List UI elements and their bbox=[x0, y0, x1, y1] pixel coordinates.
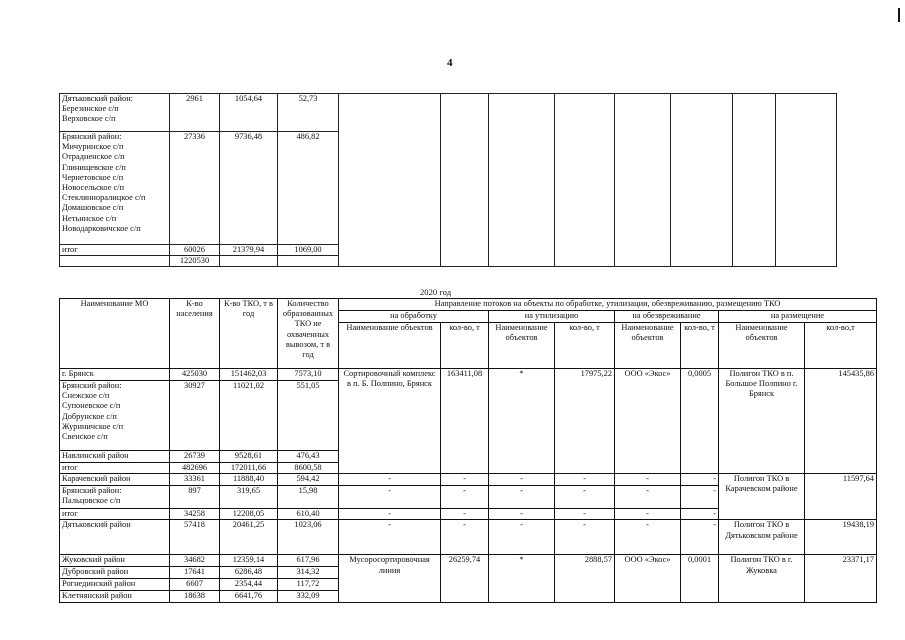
table-row bbox=[60, 555, 877, 567]
dash-cell: - bbox=[555, 509, 615, 520]
disp-object: Полигон ТКО в Дятьковском районе bbox=[719, 520, 805, 555]
pop-cell: 1220530 bbox=[170, 256, 220, 267]
header-tko: К-во ТКО, т в год bbox=[220, 299, 278, 369]
pop-cell: 425030 bbox=[170, 369, 220, 381]
page-number: 4 bbox=[447, 57, 453, 69]
uncov-cell: 314,32 bbox=[278, 567, 339, 579]
tko-cell: 6641,76 bbox=[220, 591, 278, 603]
header-proc: на обработку bbox=[339, 311, 489, 323]
disp-object: Полигон ТКО в г. Жуковка bbox=[719, 555, 805, 603]
empty-cell bbox=[339, 94, 441, 267]
disp-qty: 11597,64 bbox=[805, 474, 877, 520]
proc-object: Мусоросортировочная линия bbox=[339, 555, 441, 603]
tko-cell: 21379,94 bbox=[220, 245, 278, 256]
pop-cell: 34258 bbox=[170, 509, 220, 520]
empty-cell bbox=[671, 94, 733, 267]
pop-cell: 26739 bbox=[170, 451, 220, 463]
dash-cell: - bbox=[615, 486, 681, 509]
disp-qty: 145435,86 bbox=[805, 369, 877, 474]
uncov-cell: 15,98 bbox=[278, 486, 339, 509]
dash-cell: - bbox=[555, 486, 615, 509]
header-pop: К-во населения bbox=[170, 299, 220, 369]
pop-cell: 2961 bbox=[170, 94, 220, 132]
mo-cell: Дятьковский район bbox=[60, 520, 170, 555]
dash-cell: - bbox=[555, 474, 615, 486]
pop-cell: 57418 bbox=[170, 520, 220, 555]
pop-cell: 482696 bbox=[170, 463, 220, 474]
header-obj-name: Наименование объектов bbox=[719, 323, 805, 369]
mo-cell: Дятьковский район: Березинское с/п Верховское с/п bbox=[60, 94, 170, 132]
table-row bbox=[60, 369, 877, 381]
tko-cell: 319,65 bbox=[220, 486, 278, 509]
mo-cell: Брянский район: Снежское с/п Супоневское с/п Добрунское с/п Журиничское с/п Свенское с/п bbox=[60, 381, 170, 451]
pop-cell: 34682 bbox=[170, 555, 220, 567]
util-qty: 2888,57 bbox=[555, 555, 615, 603]
mo-cell: итог bbox=[60, 245, 170, 256]
uncov-cell: 486,82 bbox=[278, 132, 339, 245]
mo-cell: Навлинский район bbox=[60, 451, 170, 463]
header-qty: кол-во, т bbox=[441, 323, 489, 369]
empty-cell bbox=[776, 94, 837, 267]
header-obj-name: Наименование объектов bbox=[339, 323, 441, 369]
proc-qty: 26259,74 bbox=[441, 555, 489, 603]
header-util: на утилизацию bbox=[489, 311, 615, 323]
uncov-cell: 7573,10 bbox=[278, 369, 339, 381]
pop-cell: 18638 bbox=[170, 591, 220, 603]
dash-cell: - bbox=[339, 486, 441, 509]
proc-object: Сортировочный комплекс в п. Б. Полпино, Брянск bbox=[339, 369, 441, 474]
header-obj-name: Наименование объектов bbox=[489, 323, 555, 369]
edge-mark bbox=[898, 8, 900, 22]
empty-cell bbox=[615, 94, 671, 267]
tko-cell: 11021,02 bbox=[220, 381, 278, 451]
dash-cell: - bbox=[489, 509, 555, 520]
main-table bbox=[59, 298, 877, 603]
uncov-cell: 610,40 bbox=[278, 509, 339, 520]
tko-cell: 9528,61 bbox=[220, 451, 278, 463]
empty-cell bbox=[441, 94, 489, 267]
table-row bbox=[60, 94, 837, 132]
tko-cell: 2354,44 bbox=[220, 579, 278, 591]
table-row bbox=[60, 474, 877, 486]
header-disp: на размещение bbox=[719, 311, 877, 323]
header-qty: кол-во,т bbox=[805, 323, 877, 369]
uncov-cell: 117,72 bbox=[278, 579, 339, 591]
tko-cell: 12359,14 bbox=[220, 555, 278, 567]
pop-cell: 6607 bbox=[170, 579, 220, 591]
uncov-cell: 8600,58 bbox=[278, 463, 339, 474]
dash-cell: - bbox=[441, 474, 489, 486]
dash-cell: - bbox=[681, 509, 719, 520]
dash-cell: - bbox=[489, 474, 555, 486]
tko-cell: 20461,25 bbox=[220, 520, 278, 555]
tko-cell: 12208,05 bbox=[220, 509, 278, 520]
tko-cell: 6286,48 bbox=[220, 567, 278, 579]
uncov-cell: 617,96 bbox=[278, 555, 339, 567]
tko-cell: 172011,66 bbox=[220, 463, 278, 474]
uncov-cell: 594,42 bbox=[278, 474, 339, 486]
header-uncov: Количество образованных ТКО не охваченных вывозом, т в год bbox=[278, 299, 339, 369]
header-qty: кол-во, т bbox=[681, 323, 719, 369]
dash-cell: - bbox=[681, 520, 719, 555]
uncov-cell: 1069,00 bbox=[278, 245, 339, 256]
dash-cell: - bbox=[681, 474, 719, 486]
mo-cell: г. Брянск bbox=[60, 369, 170, 381]
uncov-cell bbox=[278, 256, 339, 267]
pop-cell: 60026 bbox=[170, 245, 220, 256]
empty-cell bbox=[555, 94, 615, 267]
pop-cell: 30927 bbox=[170, 381, 220, 451]
dash-cell: - bbox=[615, 520, 681, 555]
neut-qty: 0,0001 bbox=[681, 555, 719, 603]
disp-object: Полигон ТКО в п. Большое Полпино г. Брянск bbox=[719, 369, 805, 474]
util-qty: 17975,22 bbox=[555, 369, 615, 474]
neut-qty: 0,0005 bbox=[681, 369, 719, 474]
empty-cell bbox=[733, 94, 776, 267]
dash-cell: - bbox=[339, 520, 441, 555]
uncov-cell: 476,43 bbox=[278, 451, 339, 463]
empty-cell bbox=[489, 94, 555, 267]
proc-qty: 163411,08 bbox=[441, 369, 489, 474]
year-caption: 2020 год bbox=[420, 287, 452, 297]
mo-cell: Брянский район: Мичуринское с/п Отрадненское с/п Глинищевское с/п Чернетовское с/п Новосельское с/п Стеклянноралицкое с/п Домашовское с/п Нетьинское с/п Новодарковичское с/п bbox=[60, 132, 170, 245]
util-object: * bbox=[489, 555, 555, 603]
dash-cell: - bbox=[615, 474, 681, 486]
header-obj-name: Наименование объектов bbox=[615, 323, 681, 369]
top-table bbox=[59, 93, 837, 267]
neut-object: ООО «Экос» bbox=[615, 369, 681, 474]
mo-cell: итог bbox=[60, 509, 170, 520]
tko-cell: 9736,48 bbox=[220, 132, 278, 245]
neut-object: ООО «Экос» bbox=[615, 555, 681, 603]
disp-qty: 19438,19 bbox=[805, 520, 877, 555]
mo-cell bbox=[60, 256, 170, 267]
mo-cell: Дубровский район bbox=[60, 567, 170, 579]
tko-cell bbox=[220, 256, 278, 267]
mo-cell: итог bbox=[60, 463, 170, 474]
disp-object: Полигон ТКО в Карачевском районе bbox=[719, 474, 805, 520]
header-row bbox=[60, 299, 877, 311]
mo-cell: Клетнянский район bbox=[60, 591, 170, 603]
dash-cell: - bbox=[615, 509, 681, 520]
pop-cell: 17641 bbox=[170, 567, 220, 579]
uncov-cell: 52,73 bbox=[278, 94, 339, 132]
dash-cell: - bbox=[489, 520, 555, 555]
uncov-cell: 1023,06 bbox=[278, 520, 339, 555]
uncov-cell: 551,05 bbox=[278, 381, 339, 451]
mo-cell: Брянский район: Пальцовское с/п bbox=[60, 486, 170, 509]
dash-cell: - bbox=[339, 509, 441, 520]
header-flows: Направление потоков на объекты по обработке, утилизации, обезвреживанию, размещению ТКО bbox=[339, 299, 877, 311]
uncov-cell: 332,09 bbox=[278, 591, 339, 603]
header-neut: на обезвреживание bbox=[615, 311, 719, 323]
pop-cell: 897 bbox=[170, 486, 220, 509]
dash-cell: - bbox=[441, 520, 489, 555]
header-qty: кол-во, т bbox=[555, 323, 615, 369]
mo-cell: Рогнединский район bbox=[60, 579, 170, 591]
dash-cell: - bbox=[489, 486, 555, 509]
disp-qty: 23371,17 bbox=[805, 555, 877, 603]
pop-cell: 33361 bbox=[170, 474, 220, 486]
dash-cell: - bbox=[339, 474, 441, 486]
pop-cell: 27336 bbox=[170, 132, 220, 245]
dash-cell: - bbox=[441, 509, 489, 520]
dash-cell: - bbox=[681, 486, 719, 509]
util-object: * bbox=[489, 369, 555, 474]
dash-cell: - bbox=[441, 486, 489, 509]
dash-cell: - bbox=[555, 520, 615, 555]
tko-cell: 11888,40 bbox=[220, 474, 278, 486]
header-mo: Наименование МО bbox=[60, 299, 170, 369]
tko-cell: 151462,03 bbox=[220, 369, 278, 381]
tko-cell: 1054,64 bbox=[220, 94, 278, 132]
mo-cell: Карачевский район bbox=[60, 474, 170, 486]
table-row bbox=[60, 520, 877, 555]
mo-cell: Жуковский район bbox=[60, 555, 170, 567]
